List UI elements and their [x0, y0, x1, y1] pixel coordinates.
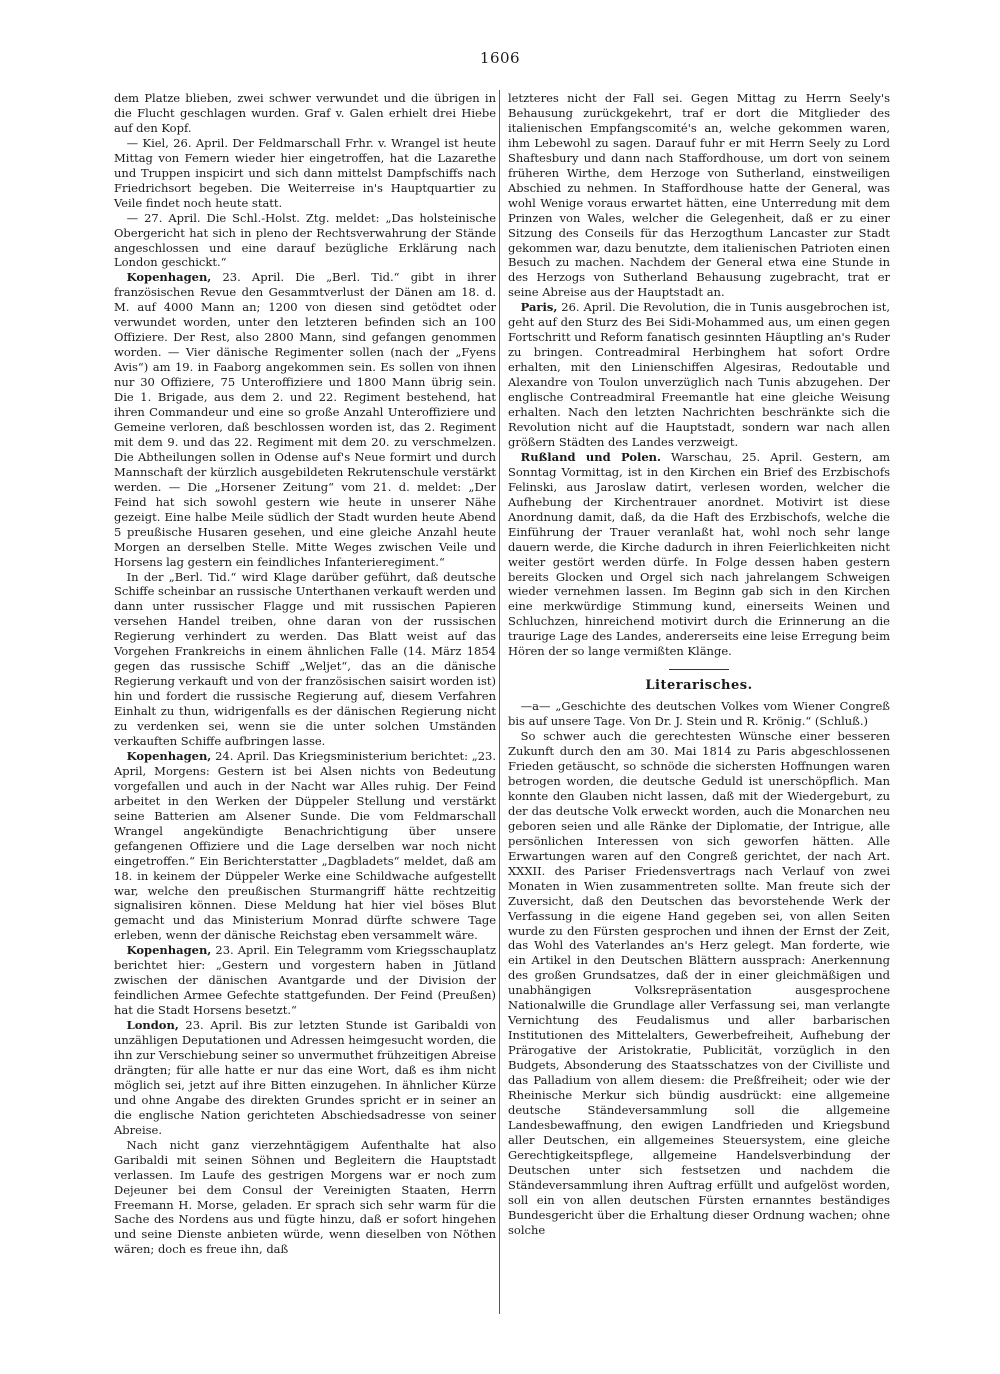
- paragraph-text: —a— „Geschichte des deutschen Volkes vom Wiener Congreß bis auf unsere Tage. Von Dr. J. Stein und R. Krönig.“ (Schluß.): [508, 699, 890, 729]
- paragraph-text: 23. April. Ein Telegramm vom Kriegsschauplatz berichtet hier: „Gestern und vorgestern haben in Jütland zwischen der dänischen Avantgarde und der Division der feindlichen Armee Gefechte stattgefunden. Der Feind (Preußen) hat die Stadt Horsens besetzt.“: [114, 943, 497, 1018]
- dateline: Kopenhagen,: [126, 748, 212, 763]
- article-paragraph: [114, 1018, 496, 1138]
- paragraph-text: So schwer auch die gerechtesten Wünsche einer besseren Zukunft durch den am 30. Mai 1814 zu Paris abgeschlossenen Frieden getäuscht, so schnöde die sichersten Hoffnungen waren betrogen worden, die deutsche Geduld ist unerschöpflich. Man konnte den Glauben nicht lassen, daß mit der Wiedergeburt, zu der das deutsche Volk erweckt worden, auch die Monarchen neu geboren seien und alle Ränke der Diplomatie, der Intrigue, alle persönlichen Interessen von sich geworfen hätten. Alle Erwartungen waren auf den Congreß gerichtet, der nach Art. XXXII. des Pariser Friedensvertrags nach Verlauf von zwei Monaten in Wien zusammentreten sollte. Man freute sich der Zuversicht, daß den Deutschen das bevorstehende Werk der Verfassung in die eigene Hand gegeben sei, von allen Seiten wurde zu den Fürsten gesprochen und ihnen der Ernst der Zeit, das Wohl des Vaterlandes an's Herz gelegt. Man forderte, wie ein Artikel in den Deutschen Blättern aussprach: Anerkennung des großen Grundsatzes, daß der in einer gleichmäßigen und unabhängigen Volksrepräsentation ausgesprochene Nationalwille die Grundlage aller Verfassung sei, man verlangte Vernichtung des Feudalismus und aller barbarischen Institutionen des Mittelalters, Gewerbefreiheit, Aufhebung der Prärogative der Aristokratie, Publicität, vorzüglich in den Budgets, Absonderung des Staatsschatzes von der Civilliste und das Palladium von allem diesem: die Preßfreiheit; oder wie der Rheinische Merkur sich bündig ausdrückt: eine allgemeine deutsche Ständeversammlung soll die allgemeine Landesbewaffnung, den ewigen Landfrieden und Kriegsbund aller Deutschen, ein allgemeines Steuersystem, eine gleiche Gerechtigkeitspflege, allgemeine Handelsverbindung der Deutschen unter sich festsetzen und nachdem die Ständeversammlung ihren Auftrag erfüllt und aufgelöst worden, soll ein von allen deutschen Fürsten ernanntes beständiges Bundesgericht über die Erhaltung dieser Ordnung wachen; ohne solche: [508, 729, 890, 1237]
- article-paragraph: [114, 943, 496, 1018]
- paragraph-text: Nach nicht ganz vierzehntägigem Aufenthalte hat also Garibaldi mit seinen Söhnen und Begleitern die Hauptstadt verlassen. Im Laufe des gestrigen Morgens war er noch zum Dejeuner bei dem Consul der Vereinigten Staaten, Herrn Freemann H. Morse, geladen. Er sprach sich sehr warm für die Sache des Nordens aus und fügte hinzu, daß er sofort hingehen und seine Dienste anbieten würde, wenn dieselben von Nöthen wären; doch es freue ihn, daß: [114, 1137, 496, 1257]
- dateline: London,: [126, 1018, 179, 1033]
- article-paragraph: [508, 699, 890, 729]
- article-paragraph: [114, 749, 496, 943]
- article-paragraph: [114, 91, 496, 136]
- article-paragraph: [114, 570, 496, 749]
- article-paragraph: [114, 136, 496, 211]
- paragraph-text: letzteres nicht der Fall sei. Gegen Mittag zu Herrn Seely's Behausung zurückgekehrt, traf er dort die Mitglieder des italienischen Empfangscomité's an, welche gekommen waren, ihm Lebewohl zu sagen. Darauf fuhr er mit Herrn Seely zu Lord Shaftesbury und dann nach Staffordhouse, um dort von seinem früheren Wirthe, dem Herzoge von Sutherland, einstweiligen Abschied zu nehmen. In Staffordhouse hatte der General, was wohl Wenige voraus erwartet hätten, eine Unterredung mit dem Prinzen von Wales, welcher die Gelegenheit, daß er zu einer Sitzung des Conseils für das Herzogthum Lancaster zur Stadt gekommen war, dazu benutzte, dem italienischen Patrioten einen Besuch zu machen. Nachdem der General etwa eine Stunde in des Herzogs von Sutherland Behausung zugebracht, trat er seine Abreise aus der Hauptstadt an.: [508, 91, 890, 300]
- paragraph-text: 23. April. Die „Berl. Tid.“ gibt in ihrer französischen Revue den Gesammtverlust der Dänen am 18. d. M. auf 4000 Mann an; 1200 von diesen sind getödtet oder verwundet worden, unter den letzteren befinden sich an 100 Offiziere. Der Rest, also 2800 Mann, sind gefangen genommen worden. — Vier dänische Regimenter sollen (nach der „Fyens Avis“) am 19. in Faaborg angekommen sein. Es sollen von ihnen nur 30 Offiziere, 75 Unteroffiziere und 1800 Mann übrig sein. Die 1. Brigade, aus dem 2. und 22. Regiment bestehend, hat ihren Commandeur und eine so große Anzahl Unteroffiziere und Gemeine verloren, daß beschlossen worden ist, das 2. Regiment mit dem 9. und das 22. Regiment mit dem 20. zu verschmelzen. Die Abtheilungen sollen in Odense auf's Neue formirt und durch Mannschaft der kürzlich ausgebildeten Rekrutenschule verstärkt werden. — Die „Horsener Zeitung“ vom 21. d. meldet: „Der Feind hat sich sowohl gestern wie heute in unserer Nähe gezeigt. Eine halbe Meile südlich der Stadt wurden heute Abend 5 preußische Husaren gesehen, und eine gleiche Anzahl heute Morgen an derselben Stelle. Mitte Weges zwischen Veile und Horsens lag gestern ein feindliches Infanterieregiment.“: [114, 270, 496, 569]
- article-paragraph: [508, 450, 890, 659]
- paragraph-text: — 27. April. Die Schl.-Holst. Ztg. meldet: „Das holsteinische Obergericht hat sich in pleno der Rechtsverwahrung der Stände angeschlossen und eine darauf bezügliche Erklärung nach London geschickt.“: [114, 210, 496, 270]
- article-paragraph: [114, 1138, 496, 1258]
- paragraph-text: In der „Berl. Tid.“ wird Klage darüber geführt, daß deutsche Schiffe scheinbar an russische Unterthanen verkauft werden und dann unter russischer Flagge und mit russischen Papieren versehen Handel treiben, ohne daran von der russischen Regierung verhindert zu werden. Das Blatt weist auf das Vorgehen Frankreichs in einem ähnlichen Falle (14. März 1854 gegen das russische Schiff „Weljet“, das an die dänische Regierung verkauft und von der französischen saisirt worden ist) hin und fordert die russische Regierung auf, diesem Verfahren Einhalt zu thun, widrigenfalls es der dänischen Regierung nicht zu verdenken sei, wenn sie die unter solchen Umständen verkauften Schiffe aufbringen lasse.: [114, 569, 496, 748]
- page-number: 1606: [479, 49, 521, 67]
- article-paragraph: [114, 270, 496, 569]
- news-section: [508, 91, 890, 659]
- paragraph-text: 26. April. Die Revolution, die in Tunis ausgebrochen ist, geht auf den Sturz des Bei Sidi-Mohammed aus, um einen gegen Fortschritt und Reform fanatisch gesinnten Häuptling an's Ruder zu bringen. Contreadmiral Herbinghem hat sofort Ordre erhalten, mit den Linienschiffen Algesiras, Redoutable und Alexandre von Toulon unverzüglich nach Tunis abzugehen. Der englische Contreadmiral Freemantle hat eine gleiche Weisung erhalten. Nach den letzten Nachrichten beschränkte sich die Revolution nicht auf die Hauptstadt, sondern war nach allen größern Städten des Landes verzweigt.: [508, 300, 890, 449]
- literary-section: [508, 699, 890, 1237]
- dateline: Kopenhagen,: [126, 270, 212, 285]
- article-paragraph: [508, 300, 890, 450]
- section-heading: Literarisches.: [645, 678, 753, 694]
- right-column: [508, 91, 890, 1238]
- article-paragraph: [114, 211, 496, 271]
- left-column: [114, 91, 496, 1257]
- dateline: Rußland und Polen.: [520, 449, 662, 464]
- paragraph-text: — Kiel, 26. April. Der Feldmarschall Frhr. v. Wrangel ist heute Mittag von Femern wieder hier eingetroffen, hat die Lazarethe und Truppen inspicirt und sich dann mittelst Dampfschiffs nach Friedrichsort begeben. Die Weiterreise in's Hauptquartier zu Veile findet noch heute statt.: [114, 135, 496, 210]
- paragraph-text: 24. April. Das Kriegsministerium berichtet: „23. April, Morgens: Gestern ist bei Alsen nichts von Bedeutung vorgefallen und auch in der Nacht war Alles ruhig. Der Feind arbeitet in den Werken der Düppeler Stellung und verstärkt seine Batterien am Alsener Sunde. Die vom Feldmarschall Wrangel angekündigte Benachrichtigung über unsere gefangenen Offiziere und die Lage derselben war noch nicht eingetroffen.“ Ein Berichterstatter „Dagbladets“ meldet, daß am 18. in keinem der Düppeler Werke eine Schildwache aufgestellt war, welche den preußischen Sturmangriff hätte rechtzeitig signalisiren können. Diese Meldung hat hier viel böses Blut gemacht und das Ministerium Monrad dürfte schwere Tage erleben, wenn der dänische Reichstag eben versammelt wäre.: [114, 748, 496, 943]
- section-divider: [669, 669, 729, 670]
- paragraph-text: 23. April. Bis zur letzten Stunde ist Garibaldi von unzähligen Deputationen und Adressen heimgesucht worden, die ihn zur Verschiebung seiner so unvermuthet frühzeitigen Abreise drängten; für alle hatte er nur das eine Wort, daß es ihm nicht möglich sei, jetzt auf ihre Bitten einzugehen. In ähnlicher Kürze und ohne Angabe des direkten Grundes spricht er in seiner an die englische Nation gerichteten Abschiedsadresse von seiner Abreise.: [114, 1018, 496, 1137]
- article-paragraph: [508, 729, 890, 1237]
- column-divider: [499, 90, 500, 1314]
- paragraph-text: Warschau, 25. April. Gestern, am Sonntag Vormittag, ist in den Kirchen ein Brief des Erzbischofs Felinski, aus Jaroslaw datirt, verlesen worden, welcher die Aufhebung der Kirchentrauer anordnet. Motivirt ist diese Anordnung damit, daß, da die Haft des Erzbischofs, welche die Einführung der Trauer veranlaßt hat, wohl noch sehr lange dauern werde, die Kirche dadurch in ihren Feierlichkeiten nicht weiter gestört werden dürfe. In Folge dessen haben gestern bereits Glocken und Orgel sich nach jahrelangem Schweigen wieder vernehmen lassen. Im Beginn gab sich in den Kirchen eine merkwürdige Stimmung kund, einerseits Weinen und Schluchzen, hinreichend motivirt durch die Erinnerung an die traurige Lage des Landes, andererseits eine leise Erregung beim Hören der so lange vermißten Klänge.: [508, 449, 890, 659]
- article-paragraph: [508, 91, 890, 300]
- dateline: Kopenhagen,: [126, 943, 212, 958]
- dateline: Paris,: [520, 300, 558, 315]
- paragraph-text: dem Platze blieben, zwei schwer verwundet und die übrigen in die Flucht geschlagen wurden. Graf v. Galen erhielt drei Hiebe auf den Kopf.: [114, 91, 496, 135]
